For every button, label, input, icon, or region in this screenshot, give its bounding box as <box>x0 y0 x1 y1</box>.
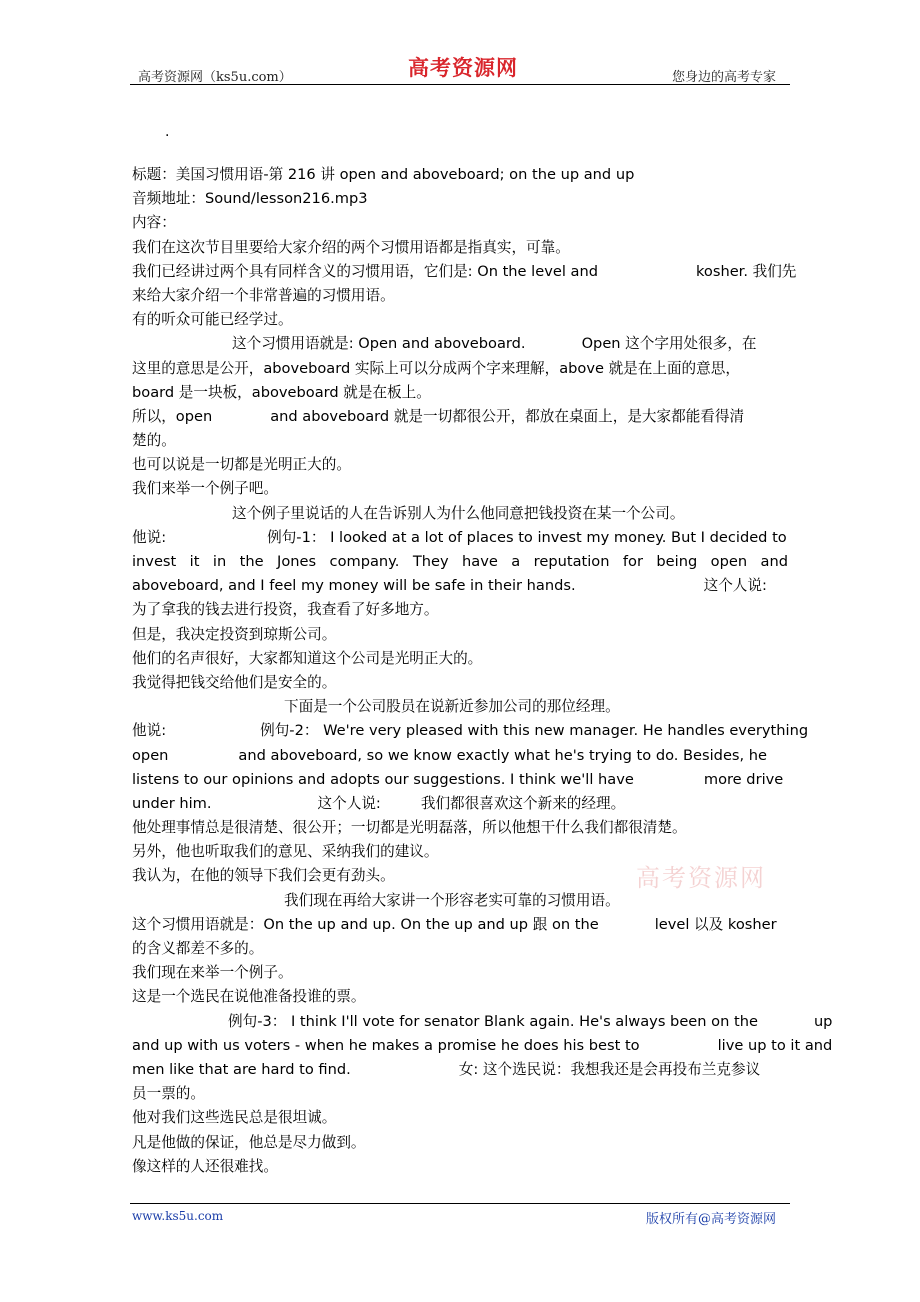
example-3-line: men like that are hard to find. 女: 这个选民说：我想我还是会再投布兰克参议 <box>132 1060 761 1078</box>
text-line: 我觉得把钱交给他们是安全的。 <box>132 673 337 691</box>
text-line: 我们来举一个例子吧。 <box>132 480 278 498</box>
content-label: 内容： <box>132 214 176 232</box>
text-line: 我认为，在他的领导下我们会更有劲头。 <box>132 867 395 885</box>
lesson-title: 标题：美国习惯用语-第 216 讲 open and aboveboard; on the up and up <box>132 166 635 183</box>
text-line: 他处理事情总是很清楚、很公开；一切都是光明磊落，所以他想干什么我们都很清楚。 <box>132 819 687 837</box>
watermark-logo: 高考资源网 <box>636 864 766 892</box>
text-line: 他们的名声很好，大家都知道这个公司是光明正大的。 <box>132 649 483 667</box>
text-line: 我们现在来举一个例子。 <box>132 964 293 982</box>
header-site-name: 高考资源网（ks5u.com） <box>138 70 292 85</box>
example-2-line: 他说: 例句-2： We're very pleased with this new manager. He handles everything <box>132 722 809 740</box>
text-line: board 是一块板，aboveboard 就是在板上。 <box>132 383 431 401</box>
example-1-line: invest it in the Jones company. They have a reputation for being open and <box>132 553 788 570</box>
text-line: 的含义都差不多的。 <box>132 940 264 957</box>
footer-website-link[interactable]: www.ks5u.com <box>132 1209 224 1223</box>
page-header <box>0 0 920 90</box>
document-body <box>132 163 833 1179</box>
text-line: 楚的。 <box>132 432 176 450</box>
text-line: 凡是他做的保证，他总是尽力做到。 <box>132 1133 366 1151</box>
text-line: 他对我们这些选民总是很坦诚。 <box>132 1109 337 1127</box>
example-1-line: 他说: 例句-1： I looked at a lot of places to invest my money. But I decided to <box>132 528 787 546</box>
text-line: 有的听众可能已经学过。 <box>132 311 293 329</box>
audio-path: 音频地址：Sound/lesson216.mp3 <box>132 190 368 208</box>
text-line: 另外，他也听取我们的意见、采纳我们的建议。 <box>132 843 439 861</box>
text-line: 这个习惯用语就是：On the up and up. On the up and up 跟 on the level 以及 kosher <box>132 915 777 933</box>
text-line: 这个例子里说话的人在告诉别人为什么他同意把钱投资在某一个公司。 <box>232 504 685 522</box>
example-2-line: open and aboveboard, so we know exactly what he's trying to do. Besides, he <box>132 746 768 764</box>
header-slogan: 您身边的高考专家 <box>672 70 777 85</box>
text-line: 这里的意思是公开，aboveboard 实际上可以分成两个字来理解，above 就是在上面的意思， <box>132 359 740 377</box>
text-line: 下面是一个公司股员在说新近参加公司的那位经理。 <box>284 698 620 716</box>
text-line: 像这样的人还很难找。 <box>132 1157 278 1175</box>
header-logo: 高考资源网 <box>408 55 518 80</box>
text-line: 我们在这次节目里要给大家介绍的两个习惯用语都是指真实，可靠。 <box>132 238 570 256</box>
header-divider <box>130 84 790 85</box>
footer-copyright: 版权所有@高考资源网 <box>646 1212 777 1227</box>
text-line: 我们已经讲过两个具有同样含义的习惯用语，它们是: On the level and kosher. 我们先 <box>132 262 797 280</box>
bullet-dot: . <box>165 124 170 140</box>
example-2-line: listens to our opinions and adopts our suggestions. I think we'll have more drive <box>132 770 784 788</box>
text-line: 这个习惯用语就是: Open and aboveboard. Open 这个字用处很多，在 <box>232 335 757 353</box>
example-2-line: under him. 这个人说: 我们都很喜欢这个新来的经理。 <box>132 794 626 812</box>
text-line: 为了拿我的钱去进行投资，我查看了好多地方。 <box>132 601 439 619</box>
footer-divider <box>130 1203 790 1204</box>
text-line: 这是一个选民在说他准备投谁的票。 <box>132 988 366 1006</box>
text-line: 员一票的。 <box>132 1085 205 1103</box>
example-3-line: 例句-3： I think I'll vote for senator Blank again. He's always been on the up <box>228 1012 833 1030</box>
text-line: 来给大家介绍一个非常普遍的习惯用语。 <box>132 286 395 304</box>
example-3-line: and up with us voters - when he makes a promise he does his best to live up to it and <box>132 1036 833 1054</box>
text-line: 但是，我决定投资到琼斯公司。 <box>132 625 337 643</box>
text-line: 也可以说是一切都是光明正大的。 <box>132 456 351 474</box>
example-1-line: aboveboard, and I feel my money will be safe in their hands. 这个人说: <box>132 577 767 595</box>
text-line: 所以，open and aboveboard 就是一切都很公开，都放在桌面上，是大家都能看得清 <box>132 407 745 425</box>
text-line: 我们现在再给大家讲一个形容老实可靠的习惯用语。 <box>284 891 620 909</box>
